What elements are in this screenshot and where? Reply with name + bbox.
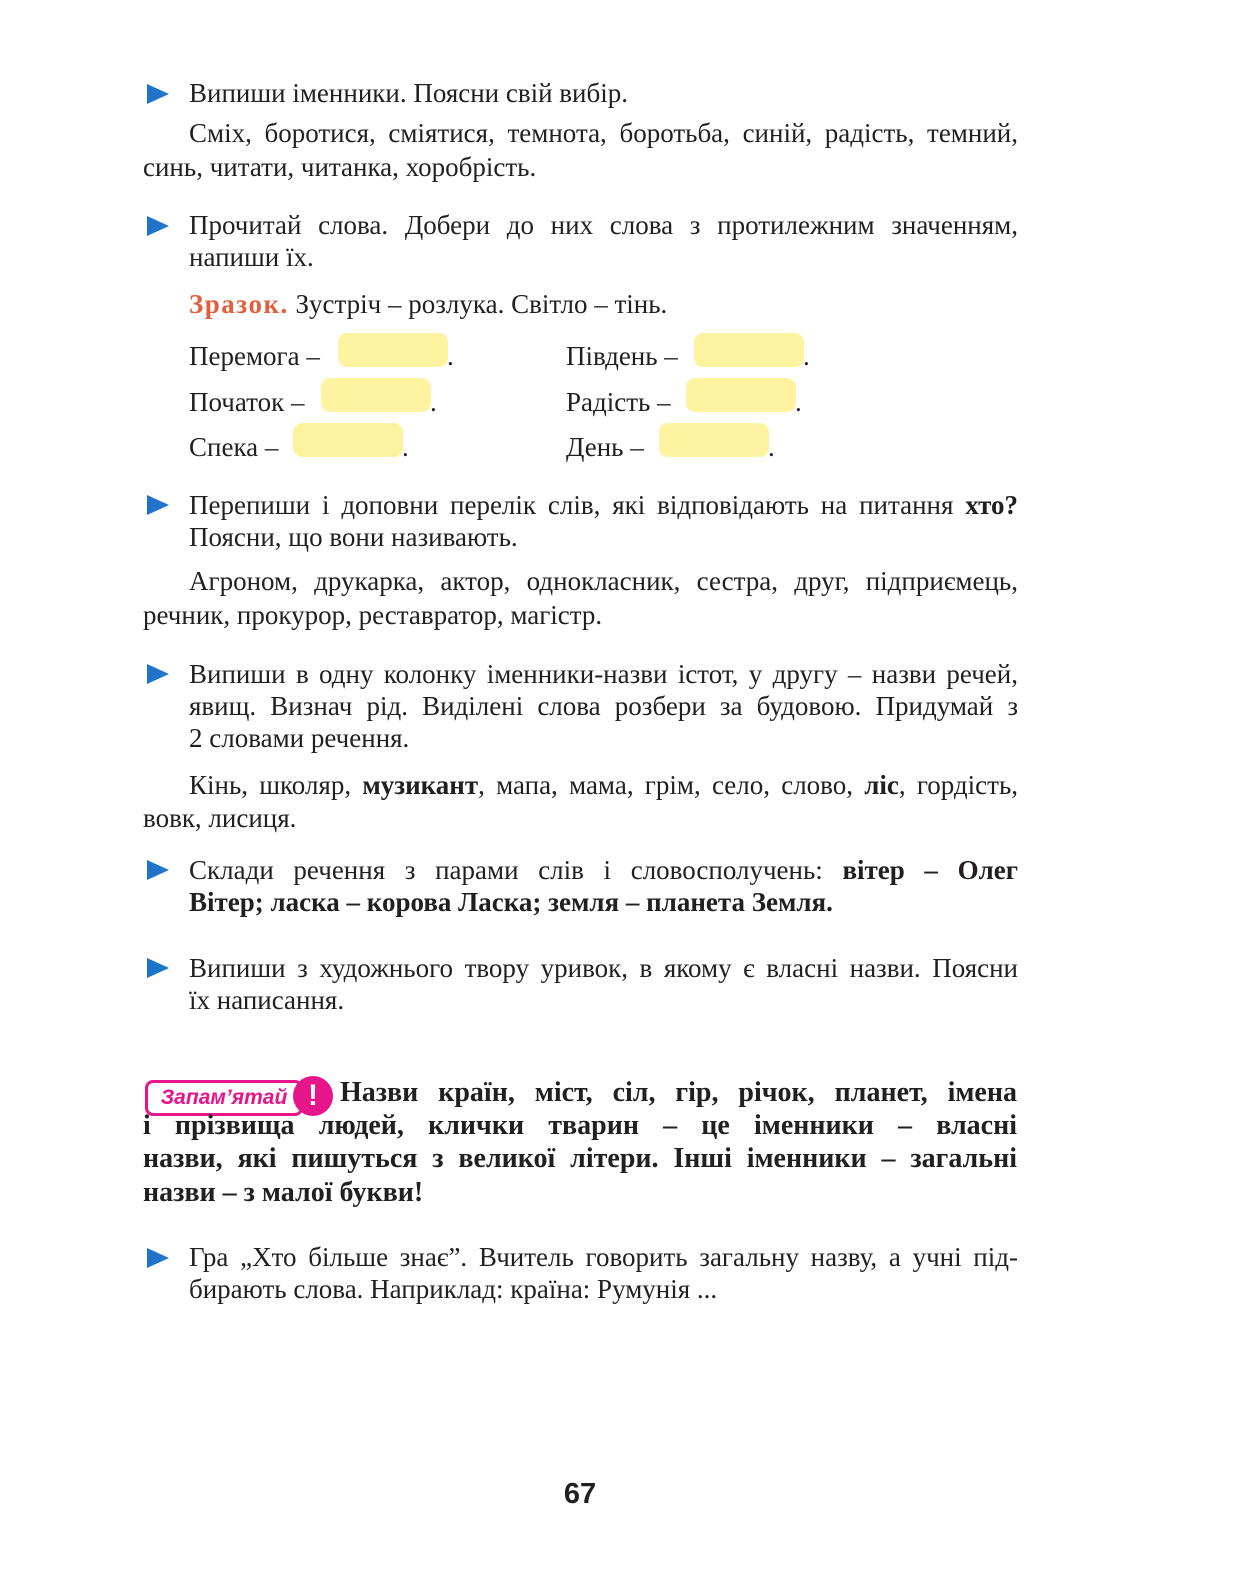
ex6-instruction-line1: Випиши з художнього твору уривок, в якому є власні назви. Поясни	[189, 953, 1018, 983]
bullet-arrow-icon	[147, 1248, 169, 1268]
ex4-instruction-line2: явищ. Визнач рід. Виділені слова розбери за будовою. Придумай з	[189, 691, 1018, 721]
ex4-text-part: , мапа, мама, грім, село, слово,	[478, 770, 853, 800]
sample-label: Зразок.	[189, 289, 289, 319]
ex1-text-line1: Сміх, боротися, сміятися, темнота, боротьба, синій, радість, темний,	[189, 118, 1018, 148]
ex5-word-pair: вітер – Олег	[842, 855, 1018, 885]
blank-period: .	[795, 387, 802, 417]
ex2-instruction-line1: Прочитай слова. Добери до них слова з протилежним значенням,	[189, 210, 1018, 240]
answer-blank[interactable]	[694, 333, 804, 367]
blank-period: .	[430, 387, 437, 417]
remember-rule-line3: назви, які пишуться з великої літери. Інші іменники – загальні	[143, 1143, 1017, 1174]
ex7-instruction-line2: бирають слова. Наприклад: країна: Румунія ...	[189, 1274, 718, 1304]
blank-period: .	[402, 432, 409, 462]
highlighted-word: музикант	[362, 770, 479, 800]
remember-rule-line4: назви – з малої букви!	[143, 1177, 424, 1208]
answer-blank[interactable]	[686, 378, 796, 412]
bullet-arrow-icon	[147, 84, 169, 104]
ex7-instruction-line1: Гра „Хто більше знає”. Вчитель говорить загальну назву, а учні під-	[189, 1242, 1018, 1272]
ex5-instruction-line1	[189, 854, 1018, 887]
ex2-sample	[189, 288, 667, 321]
ex3-text-line1: Агроном, друкарка, актор, однокласник, сестра, друг, підприємець,	[189, 566, 1018, 596]
bullet-arrow-icon	[147, 958, 169, 978]
highlighted-word: ліс	[864, 770, 899, 800]
ex4-text-part: Кінь, школяр,	[189, 770, 352, 800]
answer-blank[interactable]	[293, 423, 403, 457]
ex2-instruction-line2: напиши їх.	[189, 242, 314, 272]
ex3-instruction-text: Перепиши і доповни перелік слів, які відповідають на питання	[189, 490, 954, 520]
ex3-text-line2: речник, прокурор, реставратор, магістр.	[143, 600, 603, 630]
ex4-text-line2: вовк, лисиця.	[143, 803, 297, 833]
sample-text: Зустріч – розлука. Світло – тінь.	[295, 289, 668, 319]
ex1-instruction: Випиши іменники. Поясни свій вибір.	[189, 78, 628, 108]
ex3-question-word: хто?	[965, 490, 1018, 520]
ex4-instruction-line3: 2 словами речення.	[189, 723, 410, 753]
exclamation-icon: !	[293, 1076, 333, 1116]
ex4-text-part: , гордість,	[898, 770, 1019, 800]
blank-period: .	[447, 341, 454, 371]
ex5-instruction-line2	[189, 886, 833, 919]
ex4-text-line1	[189, 769, 1018, 802]
antonym-word-right: День –	[566, 432, 644, 462]
remember-rule-line1: Назви країн, міст, сіл, гір, річок, планет, імена	[340, 1077, 1017, 1108]
ex3-instruction-line2: Поясни, що вони називають.	[189, 522, 518, 552]
antonym-word-left: Спека –	[189, 432, 279, 462]
antonym-word-right: Радість –	[566, 387, 671, 417]
answer-blank[interactable]	[338, 333, 448, 367]
antonym-word-right: Південь –	[566, 341, 678, 371]
answer-blank[interactable]	[321, 378, 431, 412]
ex4-instruction-line1: Випиши в одну колонку іменники-назви істот, у другу – назви речей,	[189, 659, 1018, 689]
ex5-instruction-text: Склади речення з парами слів і словосполучень:	[189, 855, 823, 885]
ex6-instruction-line2: їх написання.	[189, 985, 345, 1015]
ex3-instruction-line1	[189, 489, 1018, 522]
antonym-word-left: Перемога –	[189, 341, 320, 371]
antonym-word-left: Початок –	[189, 387, 305, 417]
answer-blank[interactable]	[659, 423, 769, 457]
bullet-arrow-icon	[147, 664, 169, 684]
remember-label: Запам’ятай	[145, 1080, 303, 1116]
bullet-arrow-icon	[147, 860, 169, 880]
blank-period: .	[803, 341, 810, 371]
ex5-word-pairs: Вітер; ласка – корова Ласка; земля – планета Земля.	[189, 887, 833, 917]
ex1-text-line2: синь, читати, читанка, хоробрість.	[143, 152, 537, 182]
bullet-arrow-icon	[147, 495, 169, 515]
blank-period: .	[768, 432, 775, 462]
remember-rule-line2: і прізвища людей, клички тварин – це іменники – власні	[143, 1110, 1017, 1141]
bullet-arrow-icon	[147, 216, 169, 236]
page-number: 67	[563, 1478, 597, 1510]
